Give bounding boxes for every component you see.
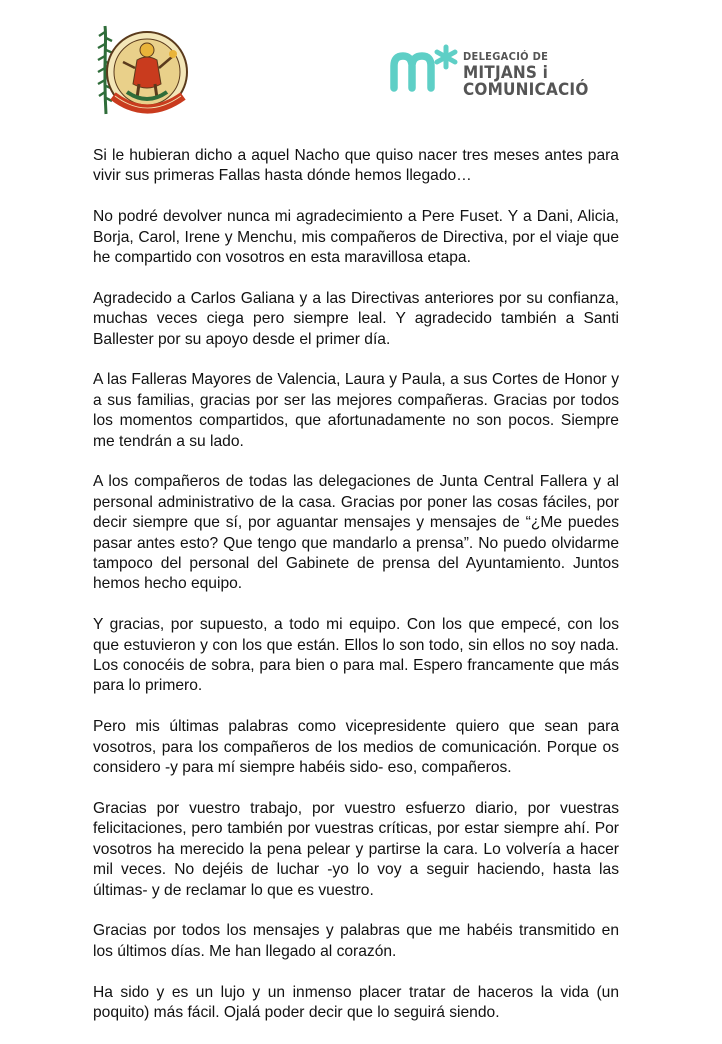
paragraph: Pero mis últimas palabras como vicepresidente quiero que sean para vosotros, para los compañeros de los medios de comunicación. Porque os considero -y para mí siempre habéis sido- eso, compañeros. [93,718,619,777]
logo-line-mitjans: MITJANS i COMUNICACIÓ [463,63,589,100]
paragraph: Si le hubieran dicho a aquel Nacho que quiso nacer tres meses antes para vivir sus primeras Fallas hasta dónde hemos llegado… [93,147,619,185]
paragraph: A los compañeros de todas las delegaciones de Junta Central Fallera y al personal administrativo de la casa. Gracias por poner las cosas fáciles, por decir siempre que sí, por aguantar mensajes y mensajes de “¿Me puedes pasar antes esto? Que tengo que mandarlo a prensa”. No puedo olvidarme tampoco del personal del Gabinete de prensa del Ayuntamiento. Juntos hemos hecho equipo. [93,473,619,593]
paragraph: A las Falleras Mayores de Valencia, Laura y Paula, a sus Cortes de Honor y a sus familias, gracias por ser las mejores compañeras. Gracias por todos los momentos compartidos, que afortunadamente no son pocos. Siempre me tendrán a su lado. [93,371,619,450]
paragraph: Gracias por todos los mensajes y palabras que me habéis transmitido en los últimos días. Me han llegado al corazón. [93,922,619,960]
letter-body [93,146,619,1044]
paragraph: No podré devolver nunca mi agradecimiento a Pere Fuset. Y a Dani, Alicia, Borja, Carol, Irene y Menchu, mis compañeros de Directiva, por el viaje que he compartido con vosotros en esta maravillosa etapa. [93,208,619,267]
paragraph: Gracias por vuestro trabajo, por vuestro esfuerzo diario, por vuestras felicitaciones, pero también por vuestras críticas, por estar siempre ahí. Por vosotros ha merecido la pena pelear y partirse la cara. Lo volvería a hacer mil veces. No dejéis de luchar -yo lo voy a seguir haciendo, hasta las últimas- y de reclamar lo que es vuestro. [93,799,619,899]
mitjans-m-star-icon [390,44,460,94]
paragraph: Y gracias, por supuesto, a todo mi equipo. Con los que empecé, con los que estuvieron y con los que están. Ellos lo son todo, sin ellos no soy nada. Los conocéis de sobra, para bien o para mal. Espero francamente que más para lo primero. [93,616,619,695]
paragraph: Ha sido y es un lujo y un inmenso placer tratar de haceros la vida (un poquito) más fácil. Ojalá poder decir que lo seguirá siendo. [93,983,619,1021]
paragraph: Agradecido a Carlos Galiana y a las Directivas anteriores por su confianza, muchas veces ciega pero siempre leal. Y agradecido también a Santi Ballester por su apoyo desde el primer día. [93,289,619,348]
logo-line-delegacio: DELEGACIÓ DE [463,50,549,63]
fallero-crest-logo [93,22,191,120]
mitjans-comunicacio-logo [390,44,630,100]
